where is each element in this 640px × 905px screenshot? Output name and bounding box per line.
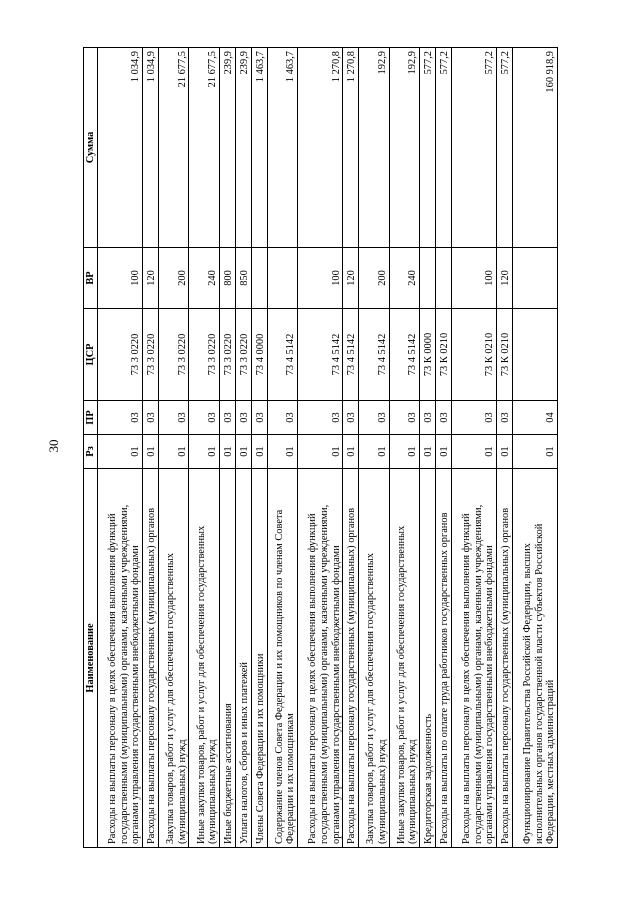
cell-vr: 100 xyxy=(451,248,496,309)
table-row xyxy=(359,48,389,848)
cell-pr: 03 xyxy=(219,401,235,435)
cell-csr: 73 4 5142 xyxy=(298,309,343,401)
cell-rz: 01 xyxy=(267,435,297,469)
cell-sum: 577,2 xyxy=(435,48,451,248)
table-row xyxy=(267,48,297,848)
cell-csr: 73 4 5142 xyxy=(267,309,297,401)
cell-name: Расходы на выплаты персоналу в целях обеспечения выполнения функций государственными (муниципальными) органами, казенными учреждениями, органами управления государственными внебюджетными фондами xyxy=(298,469,343,848)
cell-csr: 73 3 0220 xyxy=(235,309,251,401)
cell-sum: 577,2 xyxy=(451,48,496,248)
table-row xyxy=(98,48,143,848)
cell-vr: 200 xyxy=(158,248,188,309)
cell-vr: 120 xyxy=(496,248,512,309)
cell-pr: 03 xyxy=(98,401,143,435)
cell-name: Расходы на выплаты персоналу в целях обеспечения выполнения функций государственными (муниципальными) органами, казенными учреждениями, органами управления государственными внебюджетными фондами xyxy=(451,469,496,848)
table-row xyxy=(219,48,235,848)
cell-csr: 73 К 0000 xyxy=(420,309,436,401)
cell-sum: 192,9 xyxy=(359,48,389,248)
cell-rz: 01 xyxy=(496,435,512,469)
table-row xyxy=(451,48,496,848)
header-pr: ПР xyxy=(84,401,98,435)
header-csr: ЦСР xyxy=(84,309,98,401)
cell-vr: 850 xyxy=(235,248,251,309)
page-number: 30 xyxy=(46,439,61,453)
cell-rz: 01 xyxy=(420,435,436,469)
cell-csr: 73 3 0220 xyxy=(219,309,235,401)
cell-vr xyxy=(251,248,267,309)
cell-name: Иные бюджетные ассигнования xyxy=(219,469,235,848)
cell-csr: 73 4 5142 xyxy=(359,309,389,401)
cell-pr: 03 xyxy=(420,401,436,435)
cell-rz: 01 xyxy=(298,435,343,469)
cell-csr: 73 К 0210 xyxy=(451,309,496,401)
cell-name: Закупка товаров, работ и услуг для обеспечения государственных (муниципальных) нужд xyxy=(359,469,389,848)
header-sum: Сумма xyxy=(84,48,98,248)
cell-vr: 200 xyxy=(359,248,389,309)
cell-pr: 03 xyxy=(343,401,359,435)
cell-vr xyxy=(435,248,451,309)
cell-name: Расходы на выплаты персоналу государственных (муниципальных) органов xyxy=(143,469,159,848)
cell-vr: 240 xyxy=(389,248,419,309)
cell-rz: 01 xyxy=(435,435,451,469)
cell-rz: 01 xyxy=(251,435,267,469)
cell-csr: 73 К 0210 xyxy=(496,309,512,401)
cell-vr xyxy=(420,248,436,309)
cell-name: Иные закупки товаров, работ и услуг для обеспечения государственных (муниципальных) нужд xyxy=(389,469,419,848)
table-row xyxy=(189,48,219,848)
table-row xyxy=(158,48,188,848)
table-container xyxy=(83,48,558,848)
cell-pr: 03 xyxy=(451,401,496,435)
cell-name: Расходы на выплаты по оплате труда работников государственных органов xyxy=(435,469,451,848)
table-row xyxy=(435,48,451,848)
table-row xyxy=(512,48,557,848)
cell-pr: 03 xyxy=(143,401,159,435)
table-row xyxy=(420,48,436,848)
cell-rz: 01 xyxy=(235,435,251,469)
cell-csr: 73 4 5142 xyxy=(343,309,359,401)
cell-sum: 239,9 xyxy=(235,48,251,248)
cell-vr xyxy=(267,248,297,309)
cell-rz: 01 xyxy=(359,435,389,469)
cell-pr: 03 xyxy=(267,401,297,435)
table-row xyxy=(298,48,343,848)
cell-sum: 239,9 xyxy=(219,48,235,248)
cell-vr: 100 xyxy=(298,248,343,309)
table-row xyxy=(343,48,359,848)
cell-vr: 800 xyxy=(219,248,235,309)
cell-rz: 01 xyxy=(143,435,159,469)
cell-pr: 03 xyxy=(189,401,219,435)
cell-pr: 03 xyxy=(251,401,267,435)
table-header-row xyxy=(84,48,98,848)
header-rz: Рз xyxy=(84,435,98,469)
cell-sum: 1 463,7 xyxy=(267,48,297,248)
cell-name: Члены Совета Федерации и их помощники xyxy=(251,469,267,848)
cell-csr: 73 3 0220 xyxy=(98,309,143,401)
cell-rz: 01 xyxy=(158,435,188,469)
cell-name: Расходы на выплаты персоналу государственных (муниципальных) органов xyxy=(496,469,512,848)
cell-csr: 73 3 0220 xyxy=(189,309,219,401)
cell-vr: 100 xyxy=(98,248,143,309)
cell-csr xyxy=(512,309,557,401)
cell-sum: 1 270,8 xyxy=(343,48,359,248)
cell-sum: 1 463,7 xyxy=(251,48,267,248)
cell-name: Кредиторская задолженность xyxy=(420,469,436,848)
cell-pr: 03 xyxy=(496,401,512,435)
cell-pr: 03 xyxy=(389,401,419,435)
cell-name: Расходы на выплаты персоналу в целях обеспечения выполнения функций государственными (муниципальными) органами, казенными учреждениями, органами управления государственными внебюджетными фондами xyxy=(98,469,143,848)
cell-rz: 01 xyxy=(189,435,219,469)
header-name: Наименование xyxy=(84,469,98,848)
cell-pr: 04 xyxy=(512,401,557,435)
cell-sum: 577,2 xyxy=(496,48,512,248)
cell-rz: 01 xyxy=(219,435,235,469)
cell-rz: 01 xyxy=(512,435,557,469)
cell-rz: 01 xyxy=(451,435,496,469)
cell-rz: 01 xyxy=(98,435,143,469)
table-row xyxy=(235,48,251,848)
cell-rz: 01 xyxy=(343,435,359,469)
cell-csr: 73 К 0210 xyxy=(435,309,451,401)
cell-name: Закупка товаров, работ и услуг для обеспечения государственных (муниципальных) нужд xyxy=(158,469,188,848)
cell-pr: 03 xyxy=(298,401,343,435)
cell-vr: 120 xyxy=(343,248,359,309)
cell-sum: 192,9 xyxy=(389,48,419,248)
cell-sum: 577,2 xyxy=(420,48,436,248)
cell-name: Содержание членов Совета Федерации и их помощников по членам Совета Федерации и их помощникам xyxy=(267,469,297,848)
table-row xyxy=(496,48,512,848)
cell-name: Уплата налогов, сборов и иных платежей xyxy=(235,469,251,848)
cell-pr: 03 xyxy=(359,401,389,435)
cell-name: Функционирование Правительства Российской Федерации, высших исполнительных органов государственной власти субъектов Российской Федерации, местных администраций xyxy=(512,469,557,848)
cell-pr: 03 xyxy=(235,401,251,435)
cell-csr: 73 4 0000 xyxy=(251,309,267,401)
cell-sum: 1 034,9 xyxy=(143,48,159,248)
cell-sum: 21 677,5 xyxy=(158,48,188,248)
cell-rz: 01 xyxy=(389,435,419,469)
cell-vr xyxy=(512,248,557,309)
cell-name: Иные закупки товаров, работ и услуг для обеспечения государственных (муниципальных) нужд xyxy=(189,469,219,848)
table-body xyxy=(98,48,558,848)
cell-sum: 160 918,9 xyxy=(512,48,557,248)
cell-sum: 1 270,8 xyxy=(298,48,343,248)
cell-pr: 03 xyxy=(158,401,188,435)
cell-sum: 1 034,9 xyxy=(98,48,143,248)
table-row xyxy=(389,48,419,848)
cell-name: Расходы на выплаты персоналу государственных (муниципальных) органов xyxy=(343,469,359,848)
budget-table xyxy=(83,47,558,848)
cell-sum: 21 677,5 xyxy=(189,48,219,248)
header-vr: ВР xyxy=(84,248,98,309)
table-row xyxy=(251,48,267,848)
cell-vr: 120 xyxy=(143,248,159,309)
table-row xyxy=(143,48,159,848)
cell-vr: 240 xyxy=(189,248,219,309)
cell-csr: 73 3 0220 xyxy=(143,309,159,401)
cell-pr: 03 xyxy=(435,401,451,435)
cell-csr: 73 3 0220 xyxy=(158,309,188,401)
cell-csr: 73 4 5142 xyxy=(389,309,419,401)
